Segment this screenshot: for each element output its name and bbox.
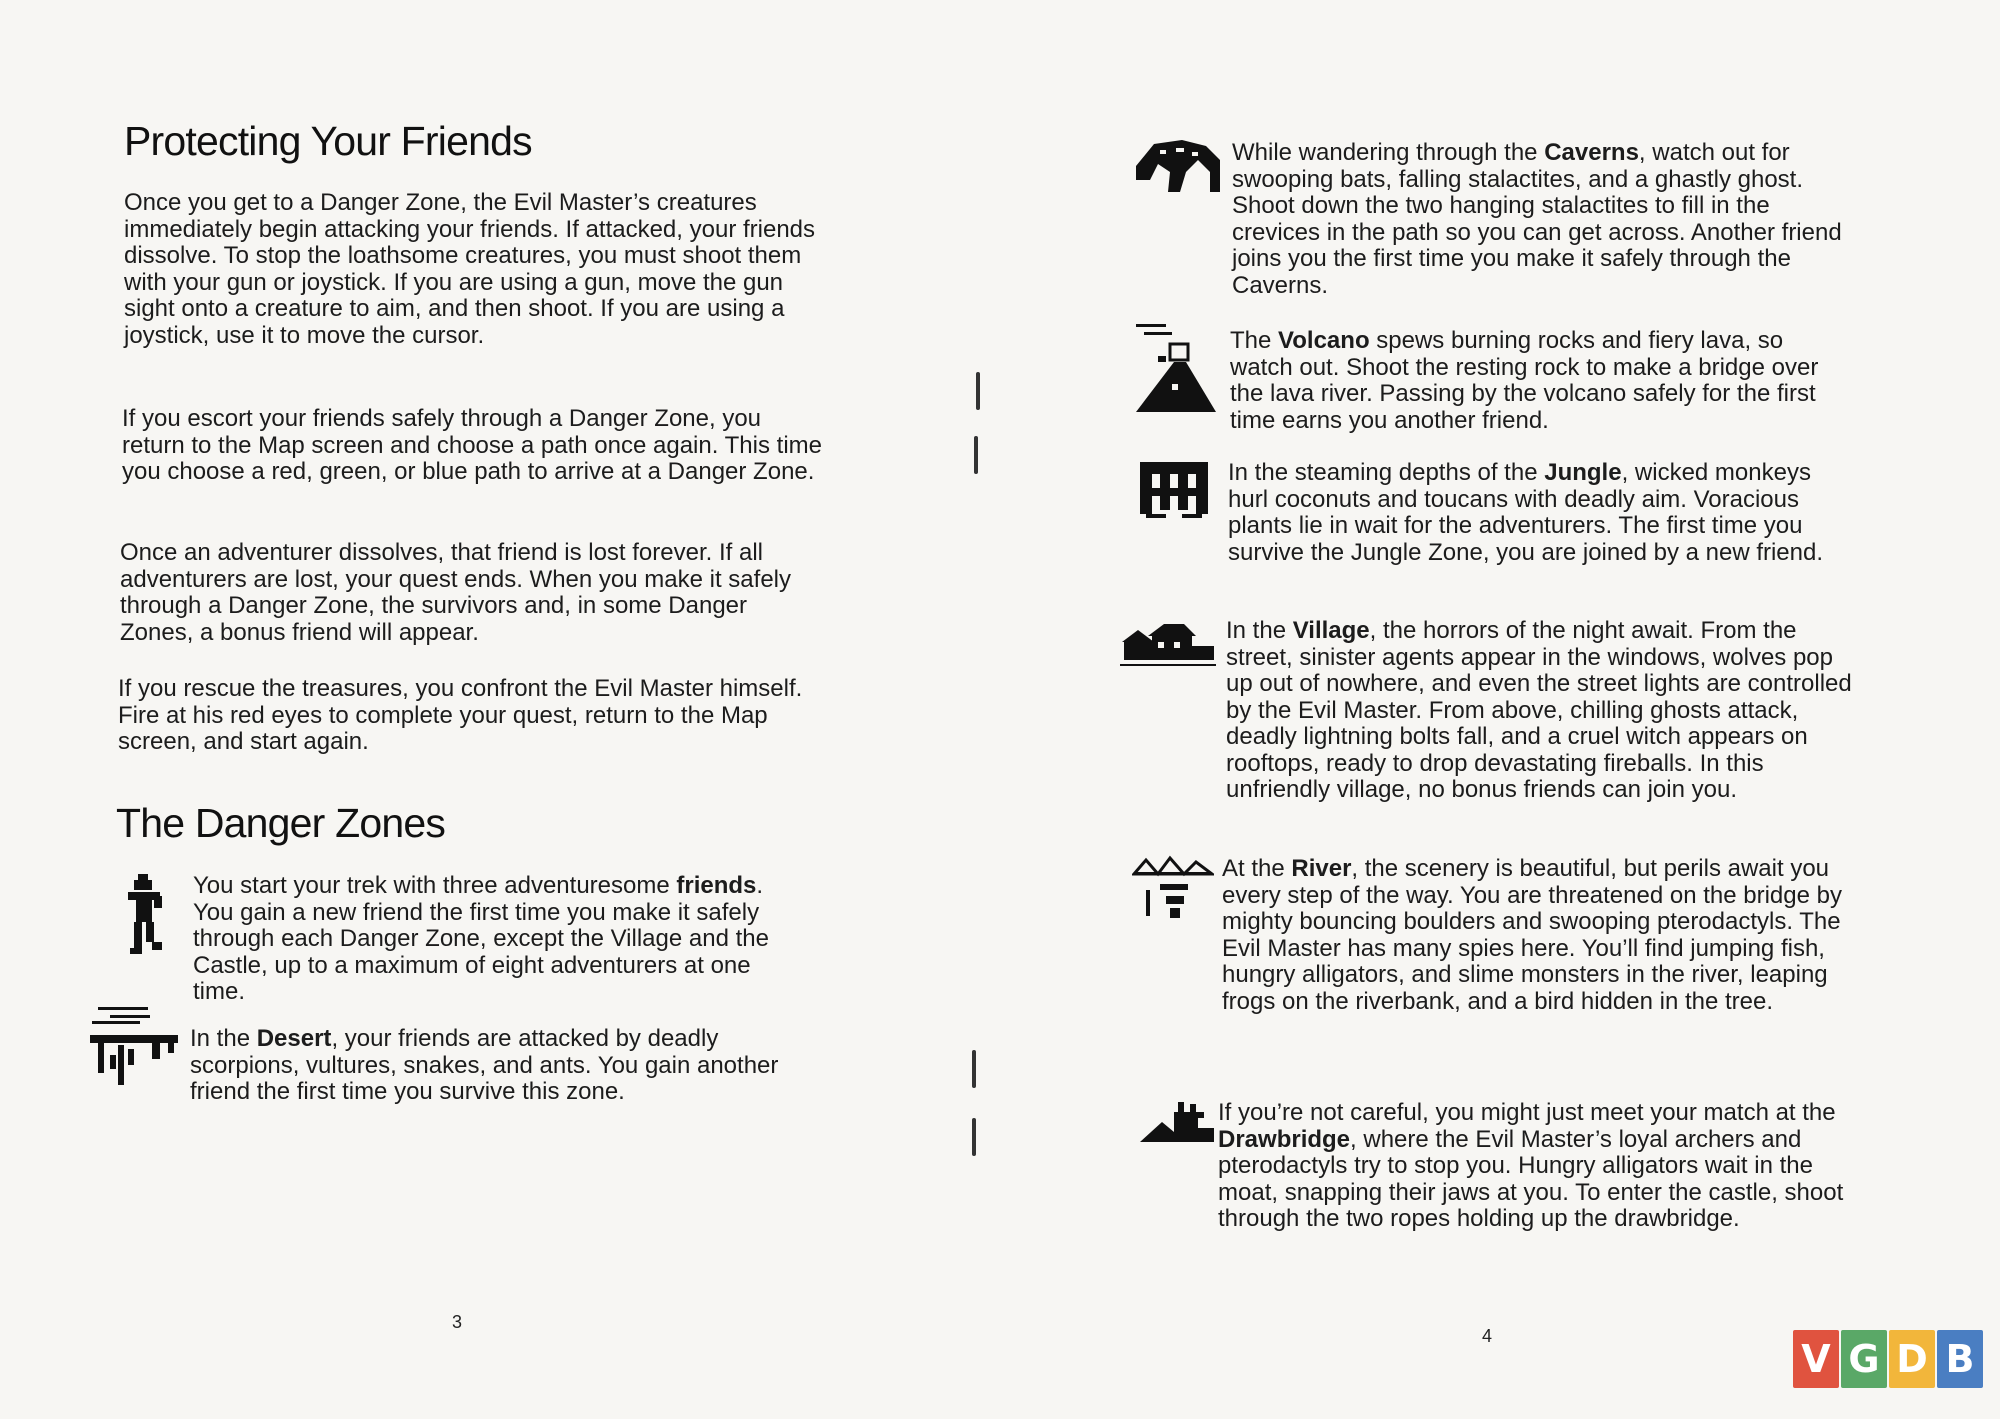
heading-protecting-friends: Protecting Your Friends [124, 118, 532, 164]
watermark-letter-v: V [1793, 1330, 1839, 1388]
paragraph-danger-zone-attack: Once you get to a Danger Zone, the Evil Master’s creatures immediately begin attacking your friends. If attacked, your friends dissolve. To stop the loathsome creatures, you must shoot them with your gun or joystick. If you are using a gun, move the gun sight onto a creature to aim, and then shoot. If you are using a joystick, use it to move the cursor. [124, 189, 816, 349]
paragraph-escort-friends: If you escort your friends safely through a Danger Zone, you return to the Map screen and choose a path once again. This time you choose a red, green, or blue path to arrive at a Danger Zone. [122, 405, 822, 485]
caverns-icon [1130, 136, 1222, 198]
village-icon [1118, 620, 1218, 668]
paragraph-jungle: In the steaming depths of the Jungle, wicked monkeys hurl coconuts and toucans with deadly aim. Voracious plants lie in wait for the adventurers. The first time you survive the Jungle Zone, you are joined by a new friend. [1228, 459, 1824, 566]
right-page [1000, 0, 2000, 1419]
heading-danger-zones: The Danger Zones [116, 800, 446, 846]
staple-mark [972, 1050, 976, 1088]
paragraph-river: At the River, the scenery is beautiful, but perils await you every step of the way. You are threatened on the bridge by mighty bouncing boulders and swooping pterodactyls. The Evil Master has many spies here. You’ll find jumping fish, hungry alligators, and slime monsters in the river, leaping frogs on the riverbank, and a bird hidden in the tree. [1222, 855, 1842, 1015]
paragraph-village: In the Village, the horrors of the night await. From the street, sinister agents appear in the windows, wolves pop up out of nowhere, and even the street lights are controlled by the Evil Master. From above, chilling ghosts attack, deadly lightning bolts fall, and a cruel witch appears on rooftops, ready to drop devastating fireballs. In this unfriendly village, no bonus friends can join you. [1226, 617, 1852, 803]
paragraph-desert: In the Desert, your friends are attacked by deadly scorpions, vultures, snakes, and ants. You gain another friend the first time you survive this zone. [190, 1025, 779, 1105]
volcano-icon [1134, 322, 1218, 414]
paragraph-rescue-treasures: If you rescue the treasures, you confront the Evil Master himself. Fire at his red eyes to complete your quest, return to the Map screen, and start again. [118, 675, 803, 755]
paragraph-drawbridge: If you’re not careful, you might just meet your match at the Drawbridge, where the Evil Master’s loyal archers and pterodactyls try to stop you. Hungry alligators wait in the moat, snapping their jaws at you. To enter the castle, shoot through the two ropes holding up the drawbridge. [1218, 1099, 1844, 1232]
page-number-right: 4 [1482, 1326, 1493, 1346]
watermark-letter-g: G [1841, 1330, 1887, 1388]
paragraph-friends: You start your trek with three adventuresome friends. You gain a new friend the first time you make it safely through each Danger Zone, except the Village and the Castle, up to a maximum of eight adventurers at one time. [193, 872, 769, 1005]
desert-icon [88, 1005, 180, 1101]
jungle-icon [1138, 458, 1210, 520]
watermark-letter-d: D [1889, 1330, 1935, 1388]
paragraph-caverns: While wandering through the Caverns, watch out for swooping bats, falling stalactites, and a ghastly ghost. Shoot down the two hanging stalactites to fill in the crevices in the path so you can get across. Another friend joins you the first time you make it safely through the Caverns. [1232, 139, 1842, 299]
adventurer-icon [124, 872, 168, 958]
drawbridge-icon [1138, 1098, 1216, 1146]
paragraph-volcano: The Volcano spews burning rocks and fiery lava, so watch out. Shoot the resting rock to make a bridge over the lava river. Passing by the volcano safely for the first time earns you another friend. [1230, 327, 1819, 434]
staple-mark [974, 436, 978, 474]
watermark-letter-b: B [1937, 1330, 1983, 1388]
staple-mark [972, 1118, 976, 1156]
staple-mark [976, 372, 980, 410]
paragraph-adventurer-dissolves: Once an adventurer dissolves, that friend is lost forever. If all adventurers are lost, your quest ends. When you make it safely through a Danger Zone, the survivors and, in some Danger Zones, a bonus friend will appear. [120, 539, 792, 646]
river-icon [1132, 852, 1214, 930]
vgdb-watermark-logo [1793, 1330, 1983, 1388]
page-number-left: 3 [452, 1312, 463, 1332]
